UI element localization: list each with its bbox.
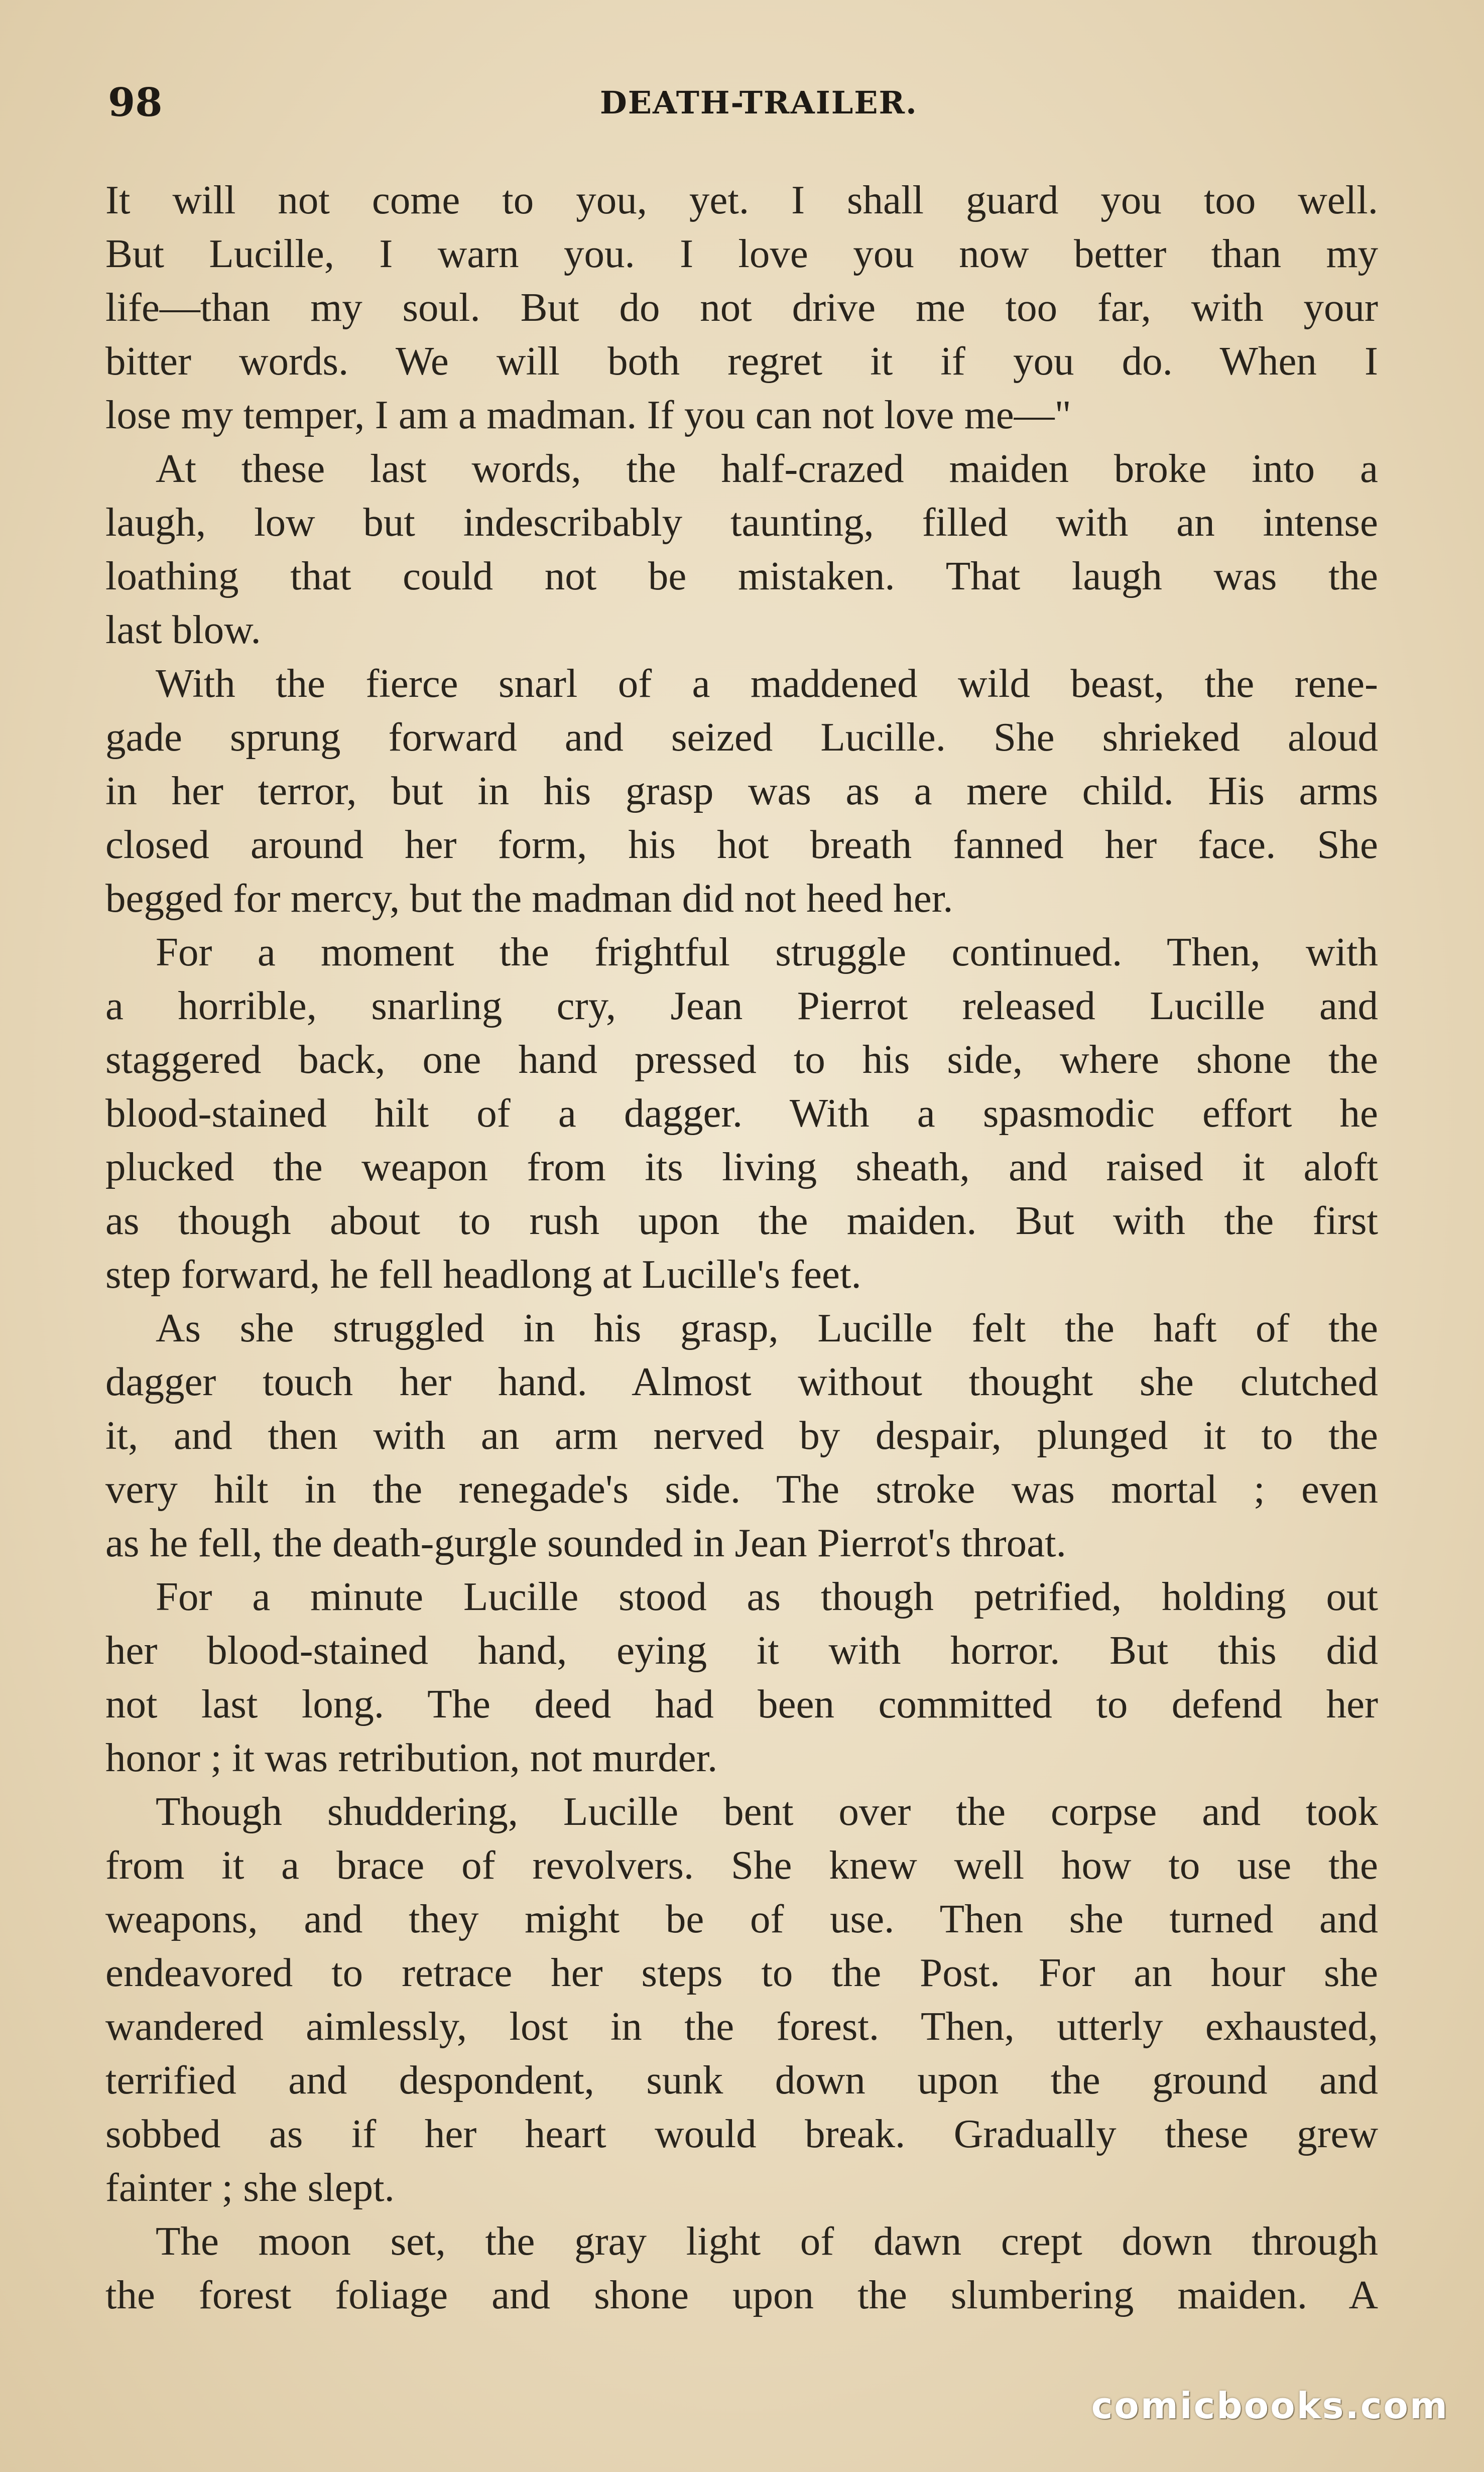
text-line: But Lucille, I warn you. I love you now better than my bbox=[105, 231, 1378, 276]
text-line: her blood-stained hand, eying it with horror. But this did bbox=[105, 1628, 1378, 1673]
text-line: weapons, and they might be of use. Then she turned and bbox=[105, 1896, 1378, 1941]
paragraph bbox=[105, 925, 1378, 1301]
text-line: gade sprung forward and seized Lucille. She shrieked aloud bbox=[105, 714, 1378, 760]
text-line: fainter ; she slept. bbox=[105, 2165, 395, 2210]
text-line: endeavored to retrace her steps to the Post. For an hour she bbox=[105, 1950, 1378, 1995]
text-line: the forest foliage and shone upon the slumbering maiden. A bbox=[105, 2272, 1378, 2317]
text-line: The moon set, the gray light of dawn crept down through bbox=[156, 2218, 1378, 2264]
page-number: 98 bbox=[108, 80, 163, 126]
text-line: last blow. bbox=[105, 607, 261, 652]
text-line: loathing that could not be mistaken. That laugh was the bbox=[105, 553, 1378, 598]
text-line: laugh, low but indescribably taunting, filled with an intense bbox=[105, 500, 1378, 545]
page-header bbox=[108, 75, 1373, 131]
watermark: comicbooks.com bbox=[1091, 2385, 1449, 2427]
paragraph bbox=[105, 2214, 1378, 2322]
text-line: step forward, he fell headlong at Lucille's feet. bbox=[105, 1252, 861, 1297]
text-line: sobbed as if her heart would break. Gradually these grew bbox=[105, 2111, 1378, 2156]
text-line: Though shuddering, Lucille bent over the corpse and took bbox=[156, 1789, 1378, 1834]
text-line: It will not come to you, yet. I shall guard you too well. bbox=[105, 177, 1378, 222]
text-line: For a minute Lucille stood as though petrified, holding out bbox=[156, 1574, 1378, 1619]
text-line: blood-stained hilt of a dagger. With a spasmodic effort he bbox=[105, 1090, 1378, 1136]
text-line: begged for mercy, but the madman did not heed her. bbox=[105, 876, 953, 921]
text-line: dagger touch her hand. Almost without thought she clutched bbox=[105, 1359, 1378, 1404]
text-line: plucked the weapon from its living sheath, and raised it aloft bbox=[105, 1144, 1378, 1189]
text-line: terrified and despondent, sunk down upon the ground and bbox=[105, 2057, 1378, 2103]
paragraph bbox=[105, 442, 1378, 657]
paragraph bbox=[105, 1785, 1378, 2214]
text-line: closed around her form, his hot breath fanned her face. She bbox=[105, 822, 1378, 867]
paragraph bbox=[105, 173, 1378, 442]
text-line: in her terror, but in his grasp was as a mere child. His arms bbox=[105, 768, 1378, 813]
text-line: honor ; it was retribution, not murder. bbox=[105, 1735, 718, 1780]
text-line: not last long. The deed had been committed to defend her bbox=[105, 1681, 1378, 1726]
text-line: as he fell, the death-gurgle sounded in Jean Pierrot's throat. bbox=[105, 1520, 1066, 1565]
text-line: it, and then with an arm nerved by despair, plunged it to the bbox=[105, 1413, 1378, 1458]
text-line: For a moment the frightful struggle continued. Then, with bbox=[156, 929, 1378, 974]
text-line: wandered aimlessly, lost in the forest. Then, utterly exhausted, bbox=[105, 2004, 1378, 2049]
running-head: DEATH-TRAILER. bbox=[600, 84, 918, 121]
paragraph bbox=[105, 1301, 1378, 1570]
text-line: very hilt in the renegade's side. The stroke was mortal ; even bbox=[105, 1466, 1378, 1512]
text-line: a horrible, snarling cry, Jean Pierrot released Lucille and bbox=[105, 983, 1378, 1028]
text-line: life—than my soul. But do not drive me too far, with your bbox=[105, 285, 1378, 330]
text-line: With the fierce snarl of a maddened wild beast, the rene- bbox=[156, 661, 1378, 706]
text-line: As she struggled in his grasp, Lucille felt the haft of the bbox=[156, 1305, 1378, 1350]
body-text bbox=[105, 173, 1378, 2322]
text-line: At these last words, the half-crazed maiden broke into a bbox=[156, 446, 1378, 491]
text-line: from it a brace of revolvers. She knew well how to use the bbox=[105, 1842, 1378, 1888]
text-line: bitter words. We will both regret it if you do. When I bbox=[105, 338, 1378, 384]
text-line: lose my temper, I am a madman. If you can not love me—" bbox=[105, 392, 1071, 437]
paragraph bbox=[105, 657, 1378, 925]
paragraph bbox=[105, 1570, 1378, 1785]
text-line: as though about to rush upon the maiden. But with the first bbox=[105, 1198, 1378, 1243]
text-line: staggered back, one hand pressed to his side, where shone the bbox=[105, 1037, 1378, 1082]
